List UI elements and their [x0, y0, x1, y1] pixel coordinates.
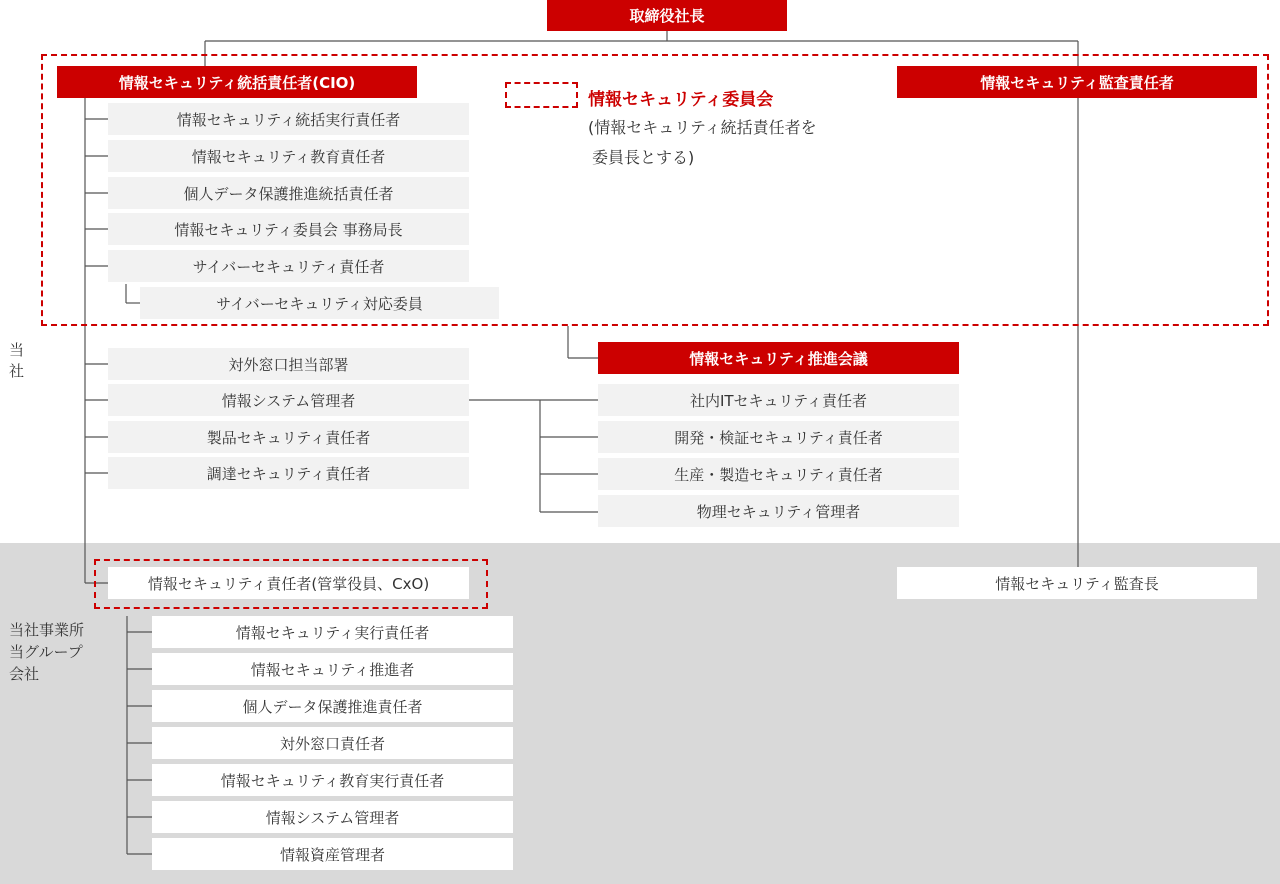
- legend-note-line-2: 委員長とする): [592, 148, 695, 167]
- committee-role-box: 情報セキュリティ委員会 事務局長: [108, 213, 469, 245]
- company-role-box: 対外窓口担当部署: [108, 348, 469, 380]
- committee-role-box: 情報セキュリティ教育責任者: [108, 140, 469, 172]
- committee-role-box: サイバーセキュリティ責任者: [108, 250, 469, 282]
- company-role-box: 製品セキュリティ責任者: [108, 421, 469, 453]
- group-label-line-3: 会社: [9, 665, 40, 683]
- site-role-box: 情報資産管理者: [152, 838, 513, 870]
- site-role-box: 情報システム管理者: [152, 801, 513, 833]
- promotion-role-box: 物理セキュリティ管理者: [598, 495, 959, 527]
- legend-note-line-1: (情報セキュリティ統括責任者を: [588, 118, 817, 137]
- promotion-role-box: 開発・検証セキュリティ責任者: [598, 421, 959, 453]
- president-box: 取締役社長: [547, 0, 787, 31]
- site-manager-box: 情報セキュリティ責任者(管掌役員、CxO): [108, 567, 469, 599]
- site-role-box: 情報セキュリティ教育実行責任者: [152, 764, 513, 796]
- site-role-box: 情報セキュリティ実行責任者: [152, 616, 513, 648]
- cio-box: 情報セキュリティ統括責任者(CIO): [57, 66, 417, 98]
- promotion-role-box: 社内ITセキュリティ責任者: [598, 384, 959, 416]
- promotion-role-box: 生産・製造セキュリティ責任者: [598, 458, 959, 490]
- group-label-line-2: 当グループ: [9, 643, 83, 661]
- promotion-council-box: 情報セキュリティ推進会議: [598, 342, 959, 374]
- group-label-line-1: 当社事業所: [9, 621, 85, 639]
- site-role-box: 情報セキュリティ推進者: [152, 653, 513, 685]
- site-role-box: 対外窓口責任者: [152, 727, 513, 759]
- committee-role-box: 個人データ保護推進統括責任者: [108, 177, 469, 209]
- legend-title: 情報セキュリティ委員会: [588, 90, 774, 110]
- company-label: 当社: [9, 341, 25, 380]
- audit-manager-box: 情報セキュリティ監査責任者: [897, 66, 1257, 98]
- company-role-box: 調達セキュリティ責任者: [108, 457, 469, 489]
- audit-head-box: 情報セキュリティ監査長: [897, 567, 1257, 599]
- cyber-committee-box: サイバーセキュリティ対応委員: [140, 287, 499, 319]
- company-role-box: 情報システム管理者: [108, 384, 469, 416]
- legend-dash-sample: [505, 82, 578, 108]
- site-role-box: 個人データ保護推進責任者: [152, 690, 513, 722]
- committee-role-box: 情報セキュリティ統括実行責任者: [108, 103, 469, 135]
